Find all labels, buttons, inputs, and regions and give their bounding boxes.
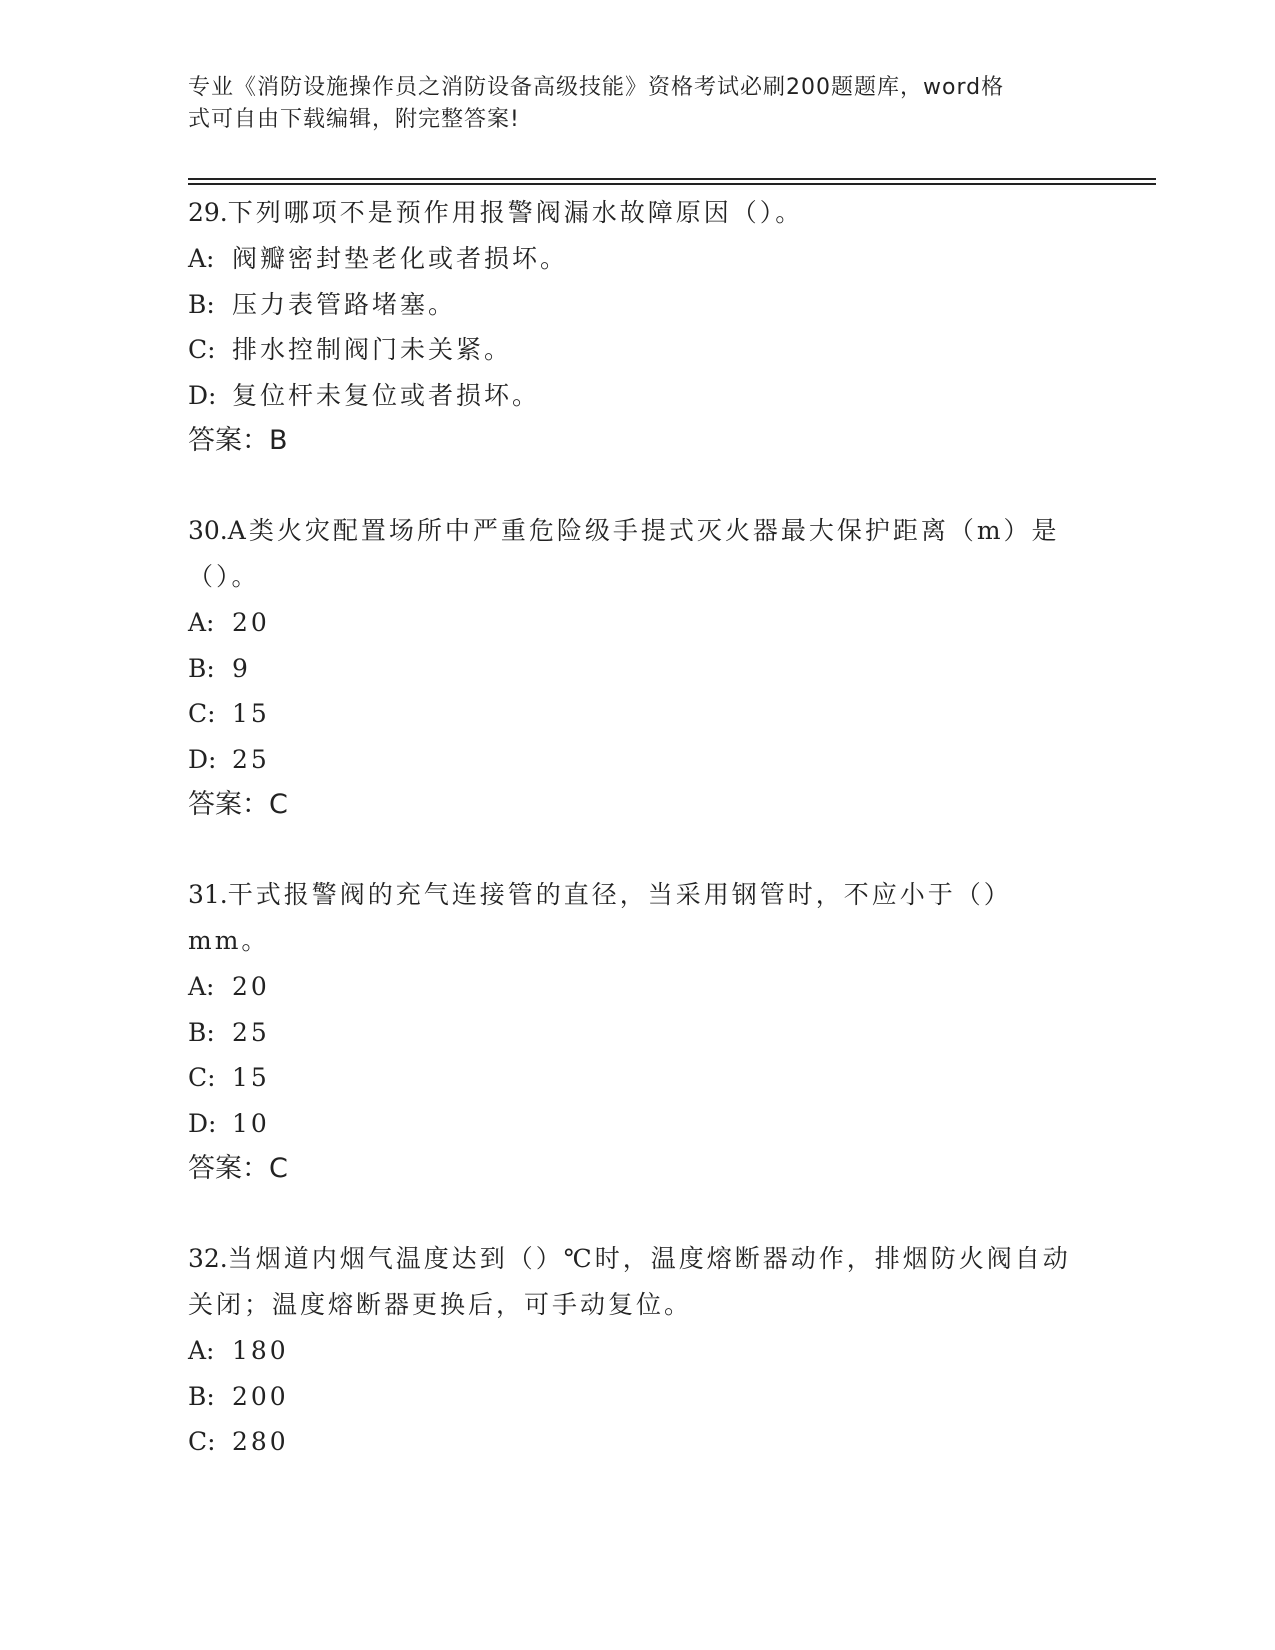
question-29: [188, 190, 1088, 464]
option-d: [188, 737, 1088, 783]
option-text: 10: [232, 1108, 270, 1138]
question-text: [188, 1236, 1088, 1328]
question-number: 29.: [188, 198, 228, 227]
question-text: [188, 508, 1088, 600]
question-30: [188, 508, 1088, 828]
option-letter: A:: [188, 1336, 215, 1365]
option-letter: A:: [188, 608, 215, 637]
option-c: [188, 1055, 1088, 1101]
option-text: 15: [232, 1063, 270, 1092]
option-letter: C:: [188, 699, 216, 728]
question-text: [188, 872, 1088, 964]
header-divider-top: [188, 178, 1156, 180]
option-c: [188, 327, 1088, 373]
option-text: 压力表管路堵塞。: [232, 289, 457, 319]
option-text: 20: [232, 972, 270, 1001]
option-text: 9: [232, 653, 251, 683]
answer-label: 答案：C: [188, 789, 288, 820]
option-letter: C:: [188, 1427, 216, 1456]
option-text: 200: [232, 1381, 289, 1411]
option-b: [188, 1010, 1088, 1056]
option-a: [188, 964, 1088, 1010]
header-line-1: 专业《消防设施操作员之消防设备高级技能》资格考试必刷200题题库，word格: [188, 75, 1005, 100]
option-letter: D:: [188, 744, 217, 774]
option-letter: A:: [188, 244, 215, 273]
option-text: 180: [232, 1336, 289, 1365]
option-text: 复位杆未复位或者损坏。: [232, 380, 541, 410]
option-letter: B:: [188, 1381, 215, 1411]
question-stem: A类火灾配置场所中严重危险级手提式灭火器最大保护距离（m）是（）。: [188, 516, 1060, 591]
option-a: [188, 600, 1088, 646]
question-number: 31.: [188, 880, 228, 909]
option-text: 排水控制阀门未关紧。: [232, 335, 513, 364]
option-c: [188, 691, 1088, 737]
header-divider-bottom: [188, 183, 1156, 185]
option-letter: C:: [188, 1063, 216, 1092]
option-letter: B:: [188, 653, 215, 683]
document-header: [188, 72, 1088, 136]
option-text: 25: [232, 744, 270, 774]
option-a: [188, 1328, 1088, 1374]
option-d: [188, 373, 1088, 419]
question-number: 32.: [188, 1244, 228, 1273]
option-d: [188, 1101, 1088, 1147]
option-text: 20: [232, 608, 270, 637]
option-a: [188, 236, 1088, 282]
option-b: [188, 1374, 1088, 1420]
option-letter: D:: [188, 1108, 217, 1138]
option-c: [188, 1419, 1088, 1465]
option-text: 阀瓣密封垫老化或者损坏。: [232, 244, 569, 273]
question-31: [188, 872, 1088, 1192]
answer-label: 答案：B: [188, 425, 288, 456]
option-letter: C:: [188, 335, 216, 364]
answer-label: 答案：C: [188, 1153, 288, 1184]
question-stem: 当烟道内烟气温度达到（）℃时，温度熔断器动作，排烟防火阀自动关闭；温度熔断器更换后，可手动复位。: [188, 1244, 1071, 1319]
question-32: [188, 1236, 1088, 1465]
option-text: 15: [232, 699, 270, 728]
option-text: 280: [232, 1427, 289, 1456]
option-b: [188, 646, 1088, 692]
header-line-2: 式可自由下载编辑，附完整答案!: [188, 107, 520, 132]
option-text: 25: [232, 1017, 270, 1047]
option-letter: B:: [188, 289, 215, 319]
question-stem: 下列哪项不是预作用报警阀漏水故障原因（）。: [227, 198, 804, 227]
option-letter: D:: [188, 380, 217, 410]
question-list: [188, 190, 1088, 1509]
question-number: 30.: [188, 516, 228, 545]
option-letter: A:: [188, 972, 215, 1001]
option-letter: B:: [188, 1017, 215, 1047]
question-text: [188, 190, 1088, 236]
option-b: [188, 282, 1088, 328]
question-stem: 干式报警阀的充气连接管的直径，当采用钢管时，不应小于（）mm。: [188, 880, 1012, 955]
